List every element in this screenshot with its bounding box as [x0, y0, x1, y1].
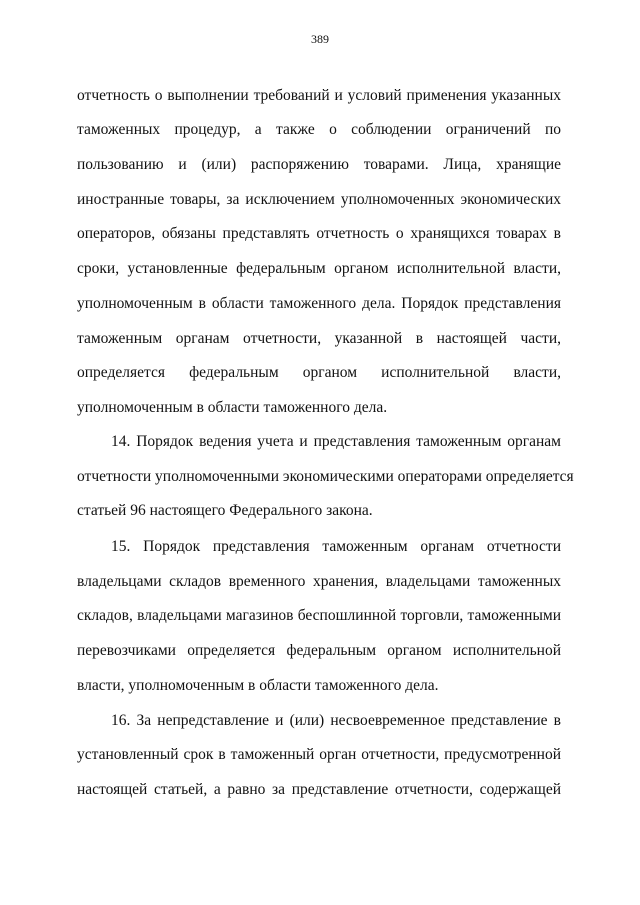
text-line: пользованию и (или) распоряжению товарами. Лица, хранящие — [77, 156, 561, 173]
text-line: иностранные товары, за исключением уполномоченных экономических — [77, 191, 561, 208]
text-line: власти, уполномоченным в области таможенного дела. — [77, 677, 439, 694]
text-line: отчетность о выполнении требований и условий применения указанных — [77, 87, 561, 104]
text-line: определяется федеральным органом исполнительной власти, — [77, 364, 561, 381]
text-line: операторов, обязаны представлять отчетность о хранящихся товарах в — [77, 225, 561, 242]
text-line: сроки, установленные федеральным органом исполнительной власти, — [77, 260, 561, 277]
text-line: 15. Порядок представления таможенным органам отчетности — [111, 538, 561, 555]
text-line: отчетности уполномоченными экономическими операторами определяется — [77, 468, 574, 485]
text-line: складов, владельцами магазинов беспошлинной торговли, таможенными — [77, 607, 561, 624]
text-line: 16. За непредставление и (или) несвоевременное представление в — [111, 712, 561, 729]
text-line: владельцами складов временного хранения, владельцами таможенных — [77, 573, 561, 590]
text-line: таможенных процедур, а также о соблюдении ограничений по — [77, 121, 561, 138]
text-line: таможенным органам отчетности, указанной в настоящей части, — [77, 330, 561, 347]
page-number: 389 — [311, 32, 329, 46]
text-line: уполномоченным в области таможенного дела. — [77, 399, 388, 416]
text-line: 14. Порядок ведения учета и представления таможенным органам — [111, 433, 561, 450]
text-line: уполномоченным в области таможенного дела. Порядок представления — [77, 295, 561, 312]
text-line: настоящей статьей, а равно за представление отчетности, содержащей — [77, 781, 561, 798]
text-line: статьей 96 настоящего Федерального закона. — [77, 502, 373, 519]
text-line: перевозчиками определяется федеральным органом исполнительной — [77, 642, 561, 659]
text-line: установленный срок в таможенный орган отчетности, предусмотренной — [77, 746, 561, 763]
